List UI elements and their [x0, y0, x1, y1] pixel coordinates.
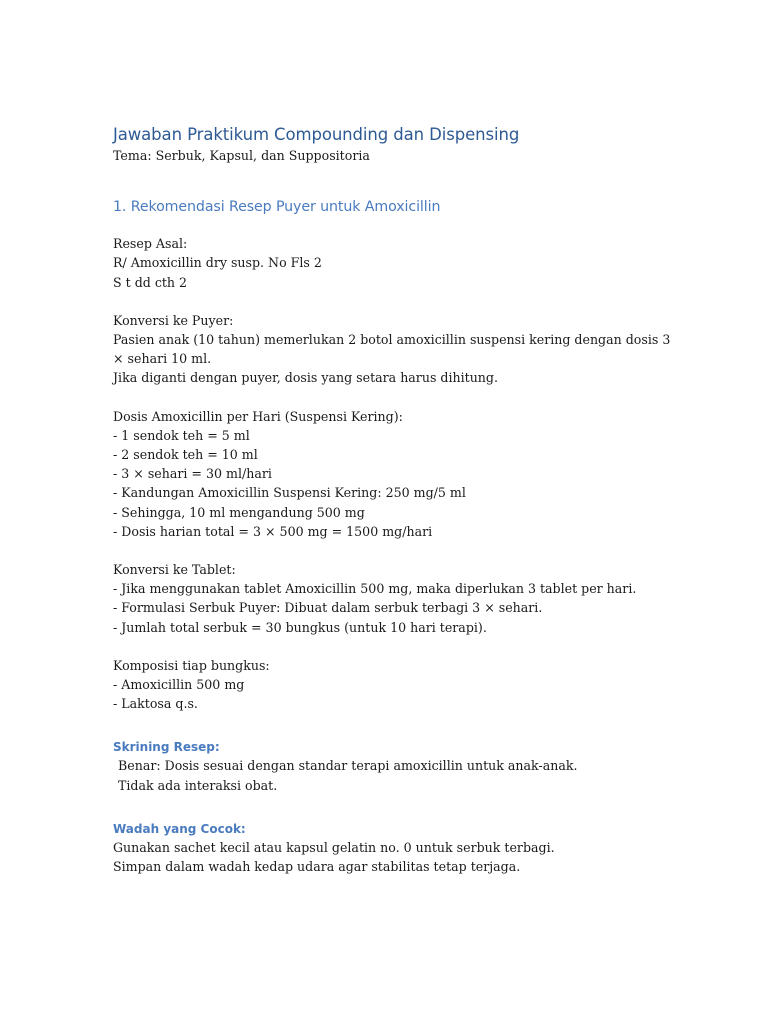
konversi-puyer-label: Konversi ke Puyer:: [113, 312, 234, 328]
skrining-line: Tidak ada interaksi obat.: [118, 777, 278, 793]
wadah-heading: Wadah yang Cocok:: [113, 821, 246, 836]
dosis-harian-label: Dosis Amoxicillin per Hari (Suspensi Kering):: [113, 408, 403, 424]
document-subtitle: Tema: Serbuk, Kapsul, dan Suppositoria: [113, 148, 370, 163]
resep-asal-line: R/ Amoxicillin dry susp. No Fls 2: [113, 255, 322, 271]
konversi-puyer-note: Jika diganti dengan puyer, dosis yang setara harus dihitung.: [113, 370, 498, 386]
list-item: - 3 × sehari = 30 ml/hari: [113, 466, 272, 482]
list-item: - Jumlah total serbuk = 30 bungkus (untuk 10 hari terapi).: [113, 619, 487, 635]
konversi-tablet-label: Konversi ke Tablet:: [113, 562, 236, 578]
list-item: - 2 sendok teh = 10 ml: [113, 447, 258, 463]
komposisi-block: [113, 656, 673, 714]
list-item: - Laktosa q.s.: [113, 696, 198, 712]
section-1-heading: 1. Rekomendasi Resep Puyer untuk Amoxicillin: [113, 199, 441, 216]
konversi-puyer-paragraph: Pasien anak (10 tahun) memerlukan 2 botol amoxicillin suspensi kering dengan dosis 3 × sehari 10 ml.: [113, 332, 671, 367]
list-item: - Formulasi Serbuk Puyer: Dibuat dalam serbuk terbagi 3 × sehari.: [113, 600, 543, 616]
wadah-block: [113, 838, 673, 876]
list-item: - Jika menggunakan tablet Amoxicillin 500 mg, maka diperlukan 3 tablet per hari.: [113, 581, 637, 597]
wadah-line: Gunakan sachet kecil atau kapsul gelatin no. 0 untuk serbuk terbagi.: [113, 839, 555, 855]
konversi-puyer-block: [113, 311, 673, 388]
document-title: Jawaban Praktikum Compounding dan Dispensing: [113, 125, 520, 144]
list-item: - Amoxicillin 500 mg: [113, 677, 245, 693]
skrining-heading: Skrining Resep:: [113, 740, 220, 755]
wadah-line: Simpan dalam wadah kedap udara agar stabilitas tetap terjaga.: [113, 859, 521, 875]
komposisi-label: Komposisi tiap bungkus:: [113, 657, 270, 673]
resep-asal-line: S t dd cth 2: [113, 274, 188, 290]
document-content: [113, 124, 673, 876]
list-item: - 1 sendok teh = 5 ml: [113, 427, 250, 443]
list-item: - Dosis harian total = 3 × 500 mg = 1500 mg/hari: [113, 523, 433, 539]
list-item: - Kandungan Amoxicillin Suspensi Kering: 250 mg/5 ml: [113, 485, 466, 501]
skrining-line: Benar: Dosis sesuai dengan standar terapi amoxicillin untuk anak-anak.: [118, 758, 578, 774]
list-item: - Sehingga, 10 ml mengandung 500 mg: [113, 504, 365, 520]
resep-asal-label: Resep Asal:: [113, 236, 188, 252]
konversi-tablet-block: [113, 560, 673, 637]
skrining-block: [113, 756, 673, 794]
dosis-harian-block: [113, 407, 673, 541]
resep-asal-block: [113, 234, 673, 292]
